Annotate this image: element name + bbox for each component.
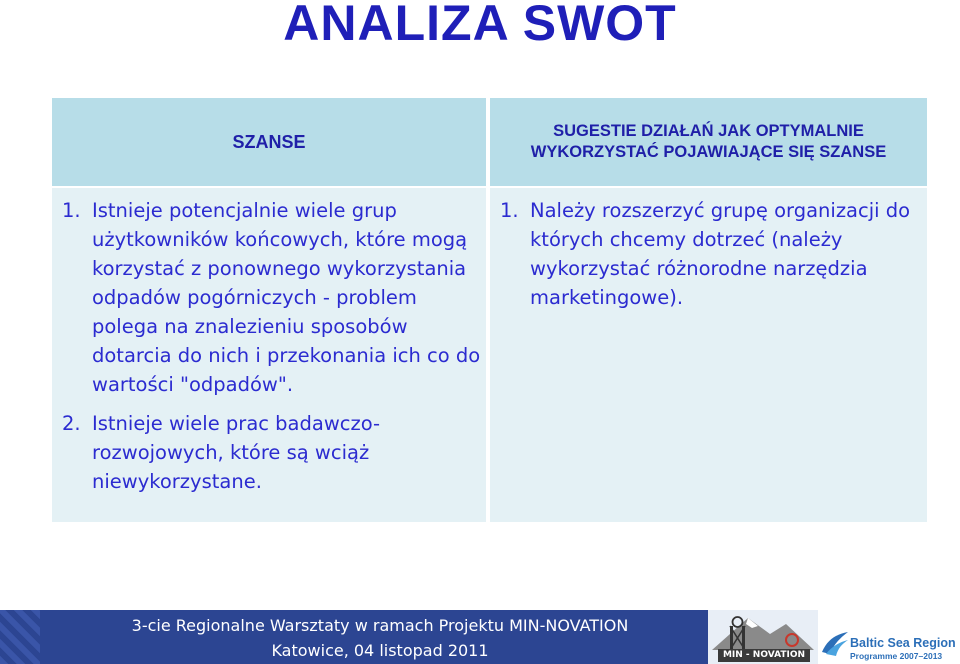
szanse-header-label: SZANSE xyxy=(232,131,306,152)
list-item xyxy=(52,409,486,496)
baltic-sea-region-logo xyxy=(818,610,960,664)
list-item xyxy=(52,196,486,399)
sugestie-header xyxy=(490,98,927,186)
list-item-text: Istnieje wiele prac badawczo-rozwojowych, które są wciąż niewykorzystane. xyxy=(92,412,381,493)
szanse-cell xyxy=(52,188,486,522)
sugestie-cell xyxy=(490,188,927,522)
sugestie-header-line1: SUGESTIE DZIAŁAŃ JAK OPTYMALNIE xyxy=(553,122,864,140)
footer-workshop-title: 3-cie Regionalne Warsztaty w ramach Projektu MIN-NOVATION xyxy=(131,616,629,635)
szanse-header xyxy=(52,98,486,186)
sugestie-list xyxy=(490,188,927,312)
szanse-list xyxy=(52,188,486,496)
list-item-text: Istnieje potencjalnie wiele grup użytkowników końcowych, które mogą korzystać z ponownego wykorzystania odpadów pogórniczych - problem polega na znalezieniu sposobów dotarcia do nich i przekonania ich co do wartości "odpadów". xyxy=(92,199,481,396)
list-item xyxy=(490,196,927,312)
footer-place-date: Katowice, 04 listopad 2011 xyxy=(271,641,489,660)
list-item-number: 1. xyxy=(500,199,519,222)
footer-bar xyxy=(0,610,960,664)
min-novation-logo-label: MIN - NOVATION xyxy=(718,649,810,662)
baltic-logo-subtitle: Programme 2007–2013 xyxy=(850,651,943,661)
min-novation-logo xyxy=(708,610,818,664)
baltic-wave-icon xyxy=(820,628,850,658)
mine-tower-icon xyxy=(708,610,818,650)
list-item-number: 1. xyxy=(62,199,81,222)
page-title: ANALIZA SWOT xyxy=(283,0,677,51)
list-item-number: 2. xyxy=(62,412,81,435)
baltic-logo-title: Baltic Sea Region xyxy=(850,636,956,650)
sugestie-header-line2: WYKORZYSTAĆ POJAWIAJĄCE SIĘ SZANSE xyxy=(530,143,887,161)
list-item-text: Należy rozszerzyć grupę organizacji do których chcemy dotrzeć (należy wykorzystać różnorodne narzędzia marketingowe). xyxy=(530,199,911,309)
